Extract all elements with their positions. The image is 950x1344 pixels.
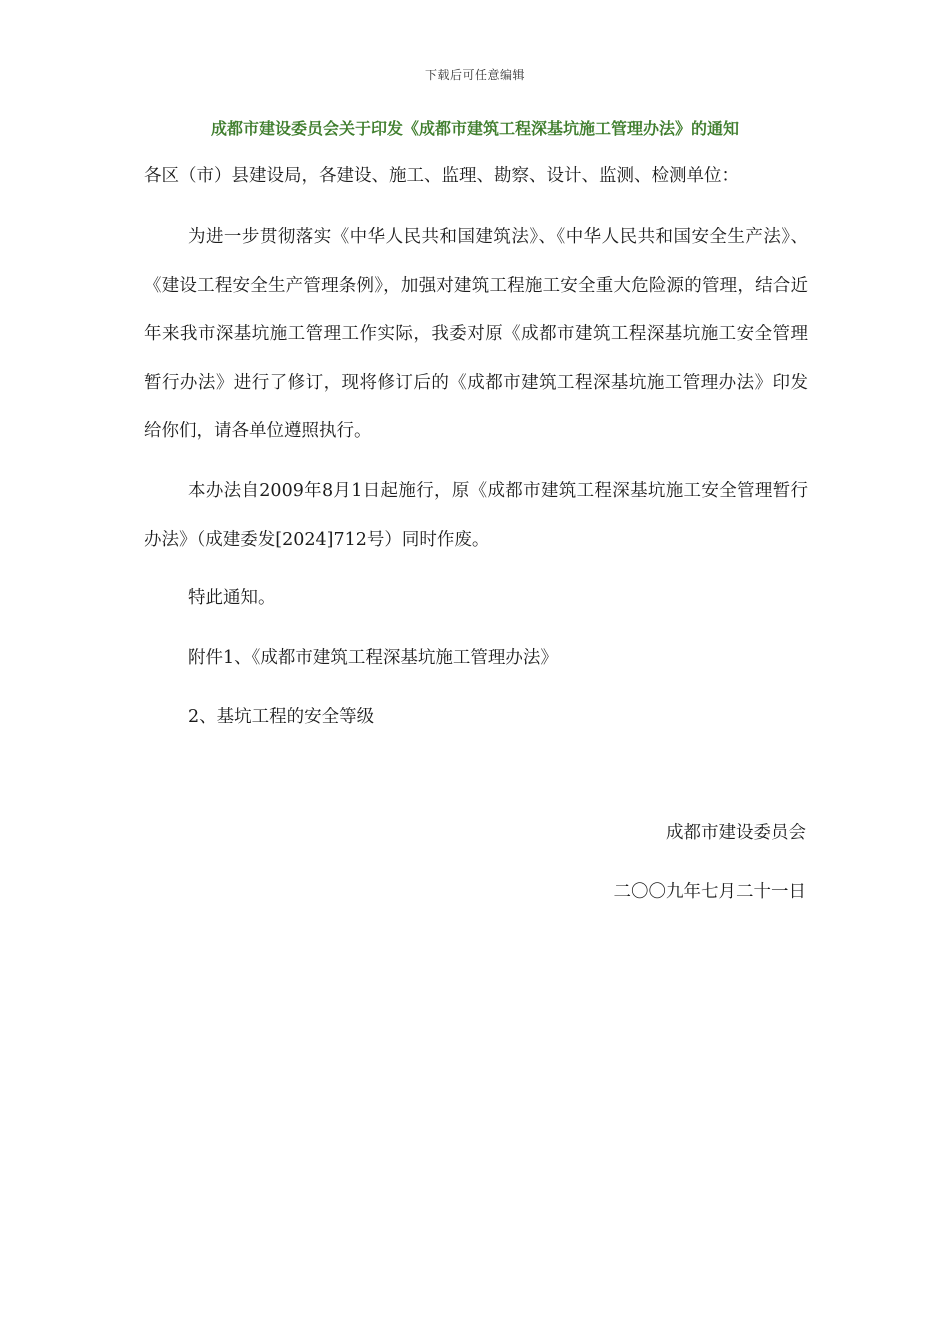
body-paragraph-1: 为进一步贯彻落实《中华人民共和国建筑法》、《中华人民共和国安全生产法》、《建设工程安全生产管理条例》，加强对建筑工程施工安全重大危险源的管理，结合近年来我市深基坑施工管理工作实际，我委对原《成都市建筑工程深基坑施工安全管理暂行办法》进行了修订，现将修订后的《成都市建筑工程深基坑施工管理办法》印发给你们，请各单位遵照执行。 <box>144 227 808 441</box>
body-paragraph-2: 本办法自2009年8月1日起施行，原《成都市建筑工程深基坑施工安全管理暂行办法》（成建委发[2024]712号）同时作废。 <box>144 481 808 550</box>
signing-date: 二〇〇九年七月二十一日 <box>613 882 806 902</box>
notice-line: 特此通知。 <box>188 588 276 608</box>
document-title: 成都市建设委员会关于印发《成都市建筑工程深基坑施工管理办法》的通知 <box>210 119 739 138</box>
addressee-line: 各区（市）县建设局，各建设、施工、监理、勘察、设计、监测、检测单位： <box>144 166 739 186</box>
signer-name: 成都市建设委员会 <box>666 823 806 843</box>
attachment-item-2: 2、基坑工程的安全等级 <box>188 707 375 727</box>
header-note: 下载后可任意编辑 <box>424 68 525 82</box>
attachment-item-1: 附件1、《成都市建筑工程深基坑施工管理办法》 <box>188 648 558 668</box>
